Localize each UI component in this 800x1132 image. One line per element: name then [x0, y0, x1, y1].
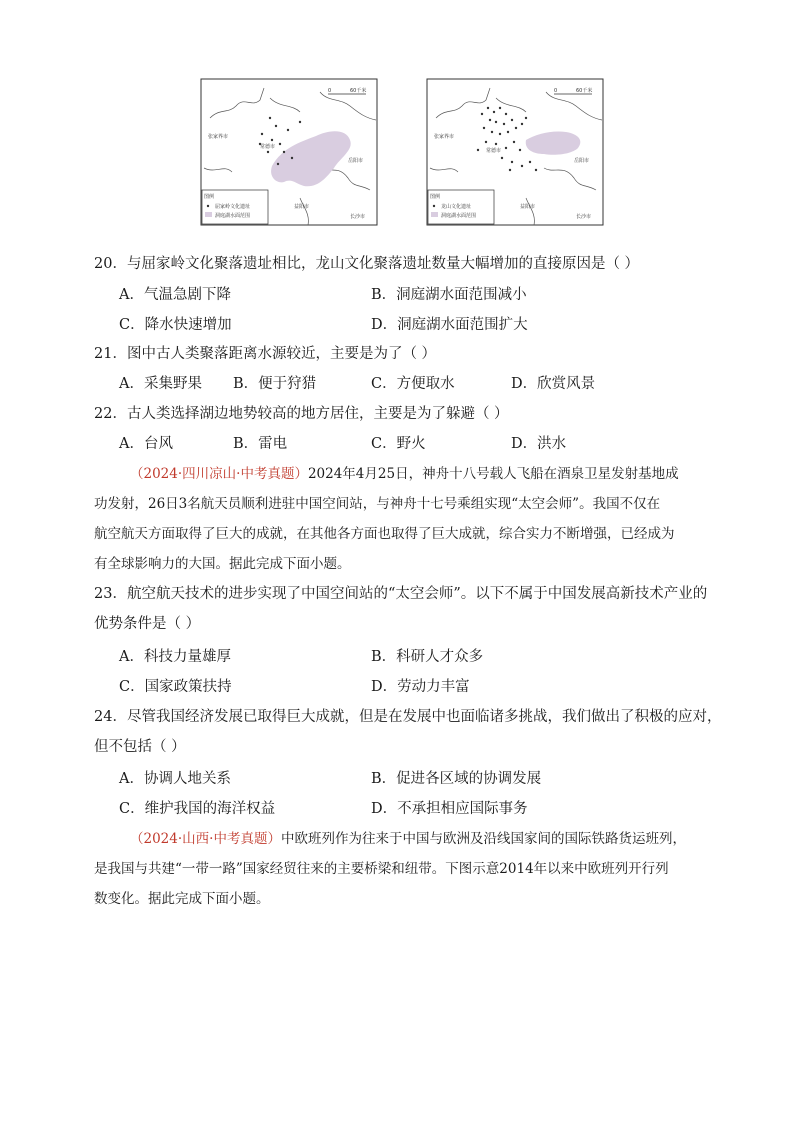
q20-option-c: C．降水快速增加	[119, 317, 232, 333]
qujialing-map	[200, 78, 378, 226]
passage-2-line-1	[130, 829, 686, 849]
city-changde: 常德市	[486, 148, 502, 154]
question-21-stem: 21．图中古人类聚落距离水源较近，主要是为了（ ）	[94, 346, 437, 362]
passage-2-line-2: 是我国与共建“一带一路”国家经贸往来的主要桥梁和纽带。下图示意2014年以来中欧班列开行列	[94, 861, 669, 877]
passage-2-text: 中欧班列作为往来于中国与欧洲及沿线国家间的国际铁路货运班列，	[280, 831, 686, 847]
q20-option-d: D．洞庭湖水面范围扩大	[371, 317, 528, 333]
q24-option-c: C．维护我国的海洋权益	[119, 801, 276, 817]
q22-option-b: B．雷电	[233, 436, 288, 452]
q23-option-d: D．劳动力丰富	[371, 679, 470, 695]
city-zhangjiajie: 张家界市	[434, 134, 455, 140]
passage-1-line-4: 有全球影响力的大国。据此完成下面小题。	[94, 556, 351, 572]
q21-option-a: A．采集野果	[119, 376, 202, 392]
scale-label: 60千米	[576, 88, 593, 94]
question-23-stem-1: 23．航空航天技术的进步实现了中国空间站的“太空会师”。以下不属于中国发展高新技术产业的	[94, 586, 708, 602]
legend-site: 屈家岭文化遗址	[215, 204, 251, 210]
legend-title: 图例	[204, 194, 215, 200]
passage-1-text: 2024年4月25日，神舟十八号载人飞船在酒泉卫星发射基地成	[307, 466, 679, 482]
question-24-stem-2: 但不包括（ ）	[94, 739, 186, 755]
scale-zero: 0	[554, 88, 558, 94]
city-changsha: 长沙市	[576, 214, 592, 220]
q20-option-a: A．气温急剧下降	[119, 287, 231, 303]
question-24-stem-1: 24．尽管我国经济发展已取得巨大成就，但是在发展中也面临诸多挑战，我们做出了积极的应对，	[94, 709, 722, 725]
longshan-map	[426, 78, 604, 226]
question-23-stem-2: 优势条件是（ ）	[94, 616, 201, 632]
q22-option-d: D．洪水	[511, 436, 567, 452]
legend-lake: 洞庭湖水面范围	[215, 213, 251, 219]
q21-option-d: D．欣赏风景	[511, 376, 596, 392]
legend-title: 图例	[430, 194, 441, 200]
passage-1-line-3: 航空航天方面取得了巨大的成就，在其他各方面也取得了巨大成就，综合实力不断增强，已经成为	[94, 526, 675, 542]
city-yiyang: 益阳市	[294, 204, 310, 210]
scale-zero: 0	[328, 88, 332, 94]
legend-site: 龙山文化遗址	[441, 204, 472, 210]
q22-option-a: A．台风	[119, 436, 173, 452]
passage-1-source: （2024·四川凉山·中考真题）	[130, 466, 308, 482]
q23-option-c: C．国家政策扶持	[119, 679, 232, 695]
question-20-stem: 20．与屈家岭文化聚落遗址相比，龙山文化聚落遗址数量大幅增加的直接原因是（ ）	[94, 256, 640, 272]
city-yiyang: 益阳市	[520, 204, 536, 210]
q24-option-b: B．促进各区域的协调发展	[371, 771, 542, 787]
passage-2-line-3: 数变化。据此完成下面小题。	[94, 891, 270, 907]
city-zhangjiajie: 张家界市	[208, 134, 229, 140]
q21-option-b: B．便于狩猎	[233, 376, 317, 392]
question-22-stem: 22．古人类选择湖边地势较高的地方居住，主要是为了躲避（ ）	[94, 406, 509, 422]
q24-option-a: A．协调人地关系	[119, 771, 231, 787]
q20-option-b: B．洞庭湖水面范围减小	[371, 287, 527, 303]
city-changsha: 长沙市	[350, 214, 366, 220]
passage-1-line-1	[130, 464, 679, 484]
q24-option-d: D．不承担相应国际事务	[371, 801, 528, 817]
passage-1-line-2: 功发射，26日3名航天员顺利进驻中国空间站，与神舟十七号乘组实现“太空会师”。我国不仅在	[94, 496, 661, 512]
passage-2-source: （2024·山西·中考真题）	[130, 831, 281, 847]
q21-option-c: C．方便取水	[371, 376, 455, 392]
q23-option-a: A．科技力量雄厚	[119, 649, 231, 665]
city-yueyang: 岳阳市	[348, 158, 364, 164]
legend-lake: 洞庭湖水面范围	[441, 213, 477, 219]
city-yueyang: 岳阳市	[574, 158, 590, 164]
q22-option-c: C．野火	[371, 436, 426, 452]
q23-option-b: B．科研人才众多	[371, 649, 484, 665]
city-changde: 常德市	[260, 144, 276, 150]
scale-label: 60千米	[350, 88, 367, 94]
